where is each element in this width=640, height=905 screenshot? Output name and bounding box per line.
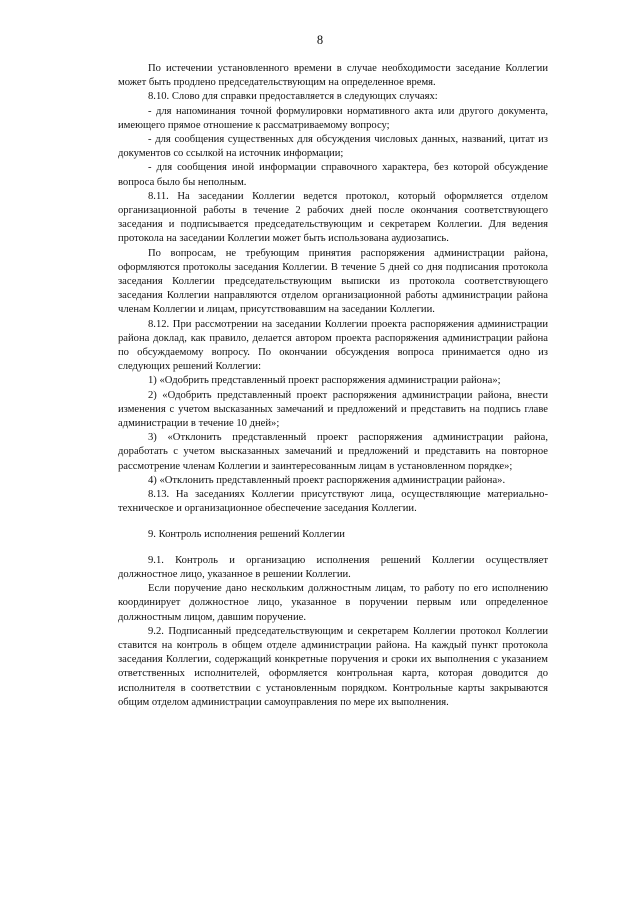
paragraph: - для напоминания точной формулировки нормативного акта или другого документа, имеющего прямое отношение к рассматриваемому вопросу; [118,105,548,131]
paragraph: По вопросам, не требующим принятия распоряжения администрации района, оформляются протоколы заседания Коллегии. В течение 5 дней со дня подписания протокола заседания Коллегии председательствующим выписки из протокола соответствующего заседания Коллегии направляются отделом организационной работы администрации района членам Коллегии и лицам, присутствовавшим на заседании Коллегии. [118,247,548,316]
paragraph: - для сообщения иной информации справочного характера, без которой обсуждение вопроса было бы неполным. [118,162,548,188]
paragraph: По истечении установленного времени в случае необходимости заседание Коллегии может быть продлено председательствующим на определенное время. [118,63,548,89]
page-number: 8 [316,33,324,47]
paragraph: 8.11. На заседании Коллегии ведется протокол, который оформляется отделом организационной работы в течение 2 рабочих дней после окончания соответствующего заседания и подписывается председательствующим и секретарем Коллегии. Для ведения протокола на заседании Коллегии может быть использована аудиозапись. [118,190,548,245]
paragraph: 8.12. При рассмотрении на заседании Коллегии проекта распоряжения администрации района доклад, как правило, делается автором проекта распоряжения администрации района по обсуждаемому вопросу. По окончании обсуждения вопроса принимается одно из следующих решений Коллегии: [118,318,548,373]
document-body [118,62,548,710]
paragraph: 2) «Одобрить представленный проект распоряжения администрации района, внести изменения с учетом высказанных замечаний и предложений и представить на подпись главе администрации в течение 10 дней»; [118,389,548,430]
paragraph: 8.13. На заседаниях Коллегии присутствуют лица, осуществляющие материально-техническое и организационное обеспечение заседания Коллегии. [118,489,548,515]
paragraph: 4) «Отклонить представленный проект распоряжения администрации района». [148,474,506,486]
paragraph: - для сообщения существенных для обсуждения числовых данных, названий, цитат из документов со ссылкой на источник информации; [118,134,548,160]
paragraph: 1) «Одобрить представленный проект распоряжения администрации района»; [148,375,501,387]
paragraph: 8.10. Слово для справки предоставляется в следующих случаях: [148,91,438,103]
paragraph: 3) «Отклонить представленный проект распоряжения администрации района, доработать с учетом высказанных замечаний и предложений и представить на повторное рассмотрение членам Коллегии и заинтересованным лицам в установленном порядке»; [118,432,548,472]
section-heading: 9. Контроль исполнения решений Коллегии [148,528,345,540]
paragraph: 9.2. Подписанный председательствующим и секретарем Коллегии протокол Коллегии ставится на контроль в общем отделе администрации района. На каждый пункт протокола заседания Коллегии, содержащий конкретные поручения и сроки их выполнения с указанием ответственных исполнителей, оформляется контрольная карта, которая доводится до исполнителя в соответствии с установленным порядком. Контрольные карты закрываются общим отделом администрации самоуправления по мере их выполнения. [118,625,548,708]
paragraph: Если поручение дано нескольким должностным лицам, то работу по его исполнению координирует должностное лицо, указанное в поручении первым или определенное должностным лицом, давшим поручение. [118,583,548,623]
paragraph: 9.1. Контроль и организацию исполнения решений Коллегии осуществляет должностное лицо, указанное в решении Коллегии. [118,554,548,580]
